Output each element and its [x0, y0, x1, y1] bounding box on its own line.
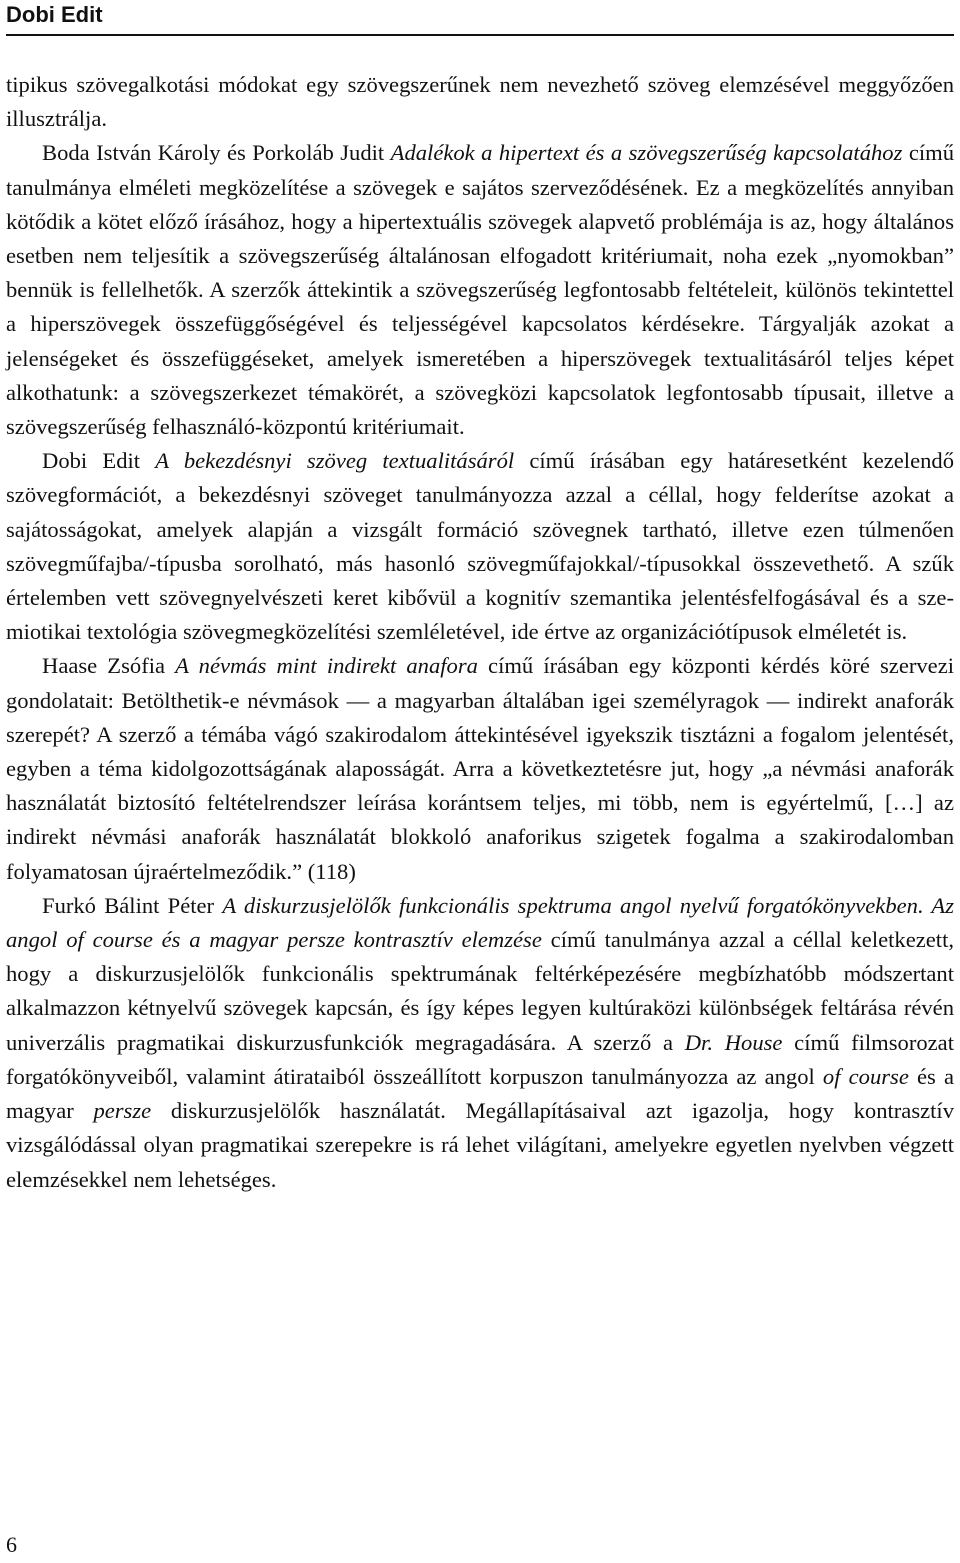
- text-segment: című írásában egy határesetként kezelendő szövegformációt, a bekezdésnyi szöveget tanulmányozza azzal a céllal, hogy felderítse azokat a sajátosságokat, amelyek alapján a vizsgált formáció szövegnek tartható, illetve ezen túlmenően szövegműfajba/-típusba sorolható, más hasonló szövegműfajokkal/-típusokkal összevethető. A szűk értelemben vett szövegnyelvészeti keret kibővül a kognitív szemantika jelentésfelfogásával és a szemiotikai textológia szövegmegközelítési szemléletével, ide értve az organizációtípusok elméletét is.: [6, 448, 954, 645]
- body-paragraph: [6, 444, 954, 649]
- text-segment: című filmsorozat forgatókönyveiből, valamint átirataiból összeállított korpuszon tanulmányozza az angol: [6, 1029, 954, 1089]
- italic-text-segment: Dr. House: [684, 1029, 783, 1055]
- text-segment: című írásában egy központi kérdés köré szervezi gondolatait: Betölthetik-e névmások — a magyarban általában igei személyragok — indirekt anaforák szerepét? A szerző a témába vágó szakirodalom áttekintésével igyekszik tisztázni a fogalom jelentését, egyben a téma kidolgozottságának alaposságát. Arra a következtetésre jut, hogy „a névmási anaforák használatát biztosító feltételrendszer leírása korántsem teljes, mi több, nem is egyértelmű, […] az indirekt névmási anaforák használatát blokkoló anaforikus szigetek fogalma a szakirodalomban folyamatosan újraértelmeződik.” (118): [6, 653, 955, 884]
- text-segment: című tanulmánya azzal a céllal keletkezett, hogy a diskurzusjelölők funkcionális spektrumának feltérképezésére megbízhatóbb módszertant alkalmazzon kétnyelvű szövegek kapcsán, és így képes legyen kultúraközi különbségek feltárása révén univerzális pragmatikai diskurzusfunkciók megragadására. A szerző a: [6, 927, 955, 1055]
- text-segment: Haase Zsófia: [42, 653, 176, 679]
- italic-text-segment: A névmás mint indirekt anafora: [175, 653, 478, 679]
- page-number: 6: [6, 1532, 17, 1557]
- text-segment: című tanulmánya elméleti megközelítése a szövegek e sajátos szerveződésének. Ez a megközelítés annyiban kötődik a kötet előző írásához, hogy a hipertextuális szövegek alapvető problémája is az, hogy általános esetben nem teljesítik a szövegszerűség általánosan elfogadott kritériumait, noha ezek „nyomokban” bennük is fellelhetők. A szerzők áttekintik a szövegszerűség legfontosabb feltételeit, különös tekintettel a hiperszövegek összefüggőségével és teljességével kapcsolatos kérdésekre. Tárgyalják azokat a jelenségeket és összefüggéseket, amelyek ismeretében a hiperszövegek textualitásáról teljes képet alkothatunk: a szövegszerkezet témakörét, a szövegközi kapcsolatok legfontosabb típusait, illetve a szövegszerűség felhasználó-központú kritériumait.: [6, 140, 955, 440]
- running-head: [6, 0, 954, 36]
- text-segment: Dobi Edit: [42, 448, 156, 474]
- body-paragraph: [6, 68, 954, 136]
- text-segment: tipikus szövegalkotási módokat egy szövegszerűnek nem nevezhető szöveg elemzésével meggyőzően illusztrálja.: [6, 72, 954, 132]
- text-segment: diskurzusjelölők használatát. Megállapításaival azt igazolja, hogy kontrasztív vizsgálódással olyan pragmatikai szerepekre is rá lehet világítani, amelyekre egyetlen nyelvben végzett elemzésekkel nem lehetséges.: [6, 1098, 954, 1192]
- italic-text-segment: of course: [822, 1063, 909, 1089]
- body-paragraph: [6, 889, 954, 1197]
- body-paragraph: [6, 649, 954, 888]
- running-head-author: Dobi Edit: [6, 2, 103, 27]
- page-body: [6, 68, 954, 1197]
- italic-text-segment: Adalékok a hipertext és a szövegszerűség kapcsolatához: [390, 140, 903, 166]
- text-segment: Furkó Bálint Péter: [42, 892, 223, 918]
- body-paragraph: [6, 136, 954, 444]
- italic-text-segment: persze: [93, 1098, 152, 1124]
- text-segment: Boda István Károly és Porkoláb Judit: [42, 140, 391, 166]
- italic-text-segment: A diskurzusjelölők funkcionális spektruma angol nyelvű forgatókönyvekben. Az angol of course és a magyar persze kontrasztív elemzése: [6, 892, 955, 953]
- text-segment: és a magyar: [6, 1063, 954, 1124]
- italic-text-segment: A bekezdésnyi szöveg textualitásáról: [155, 448, 515, 474]
